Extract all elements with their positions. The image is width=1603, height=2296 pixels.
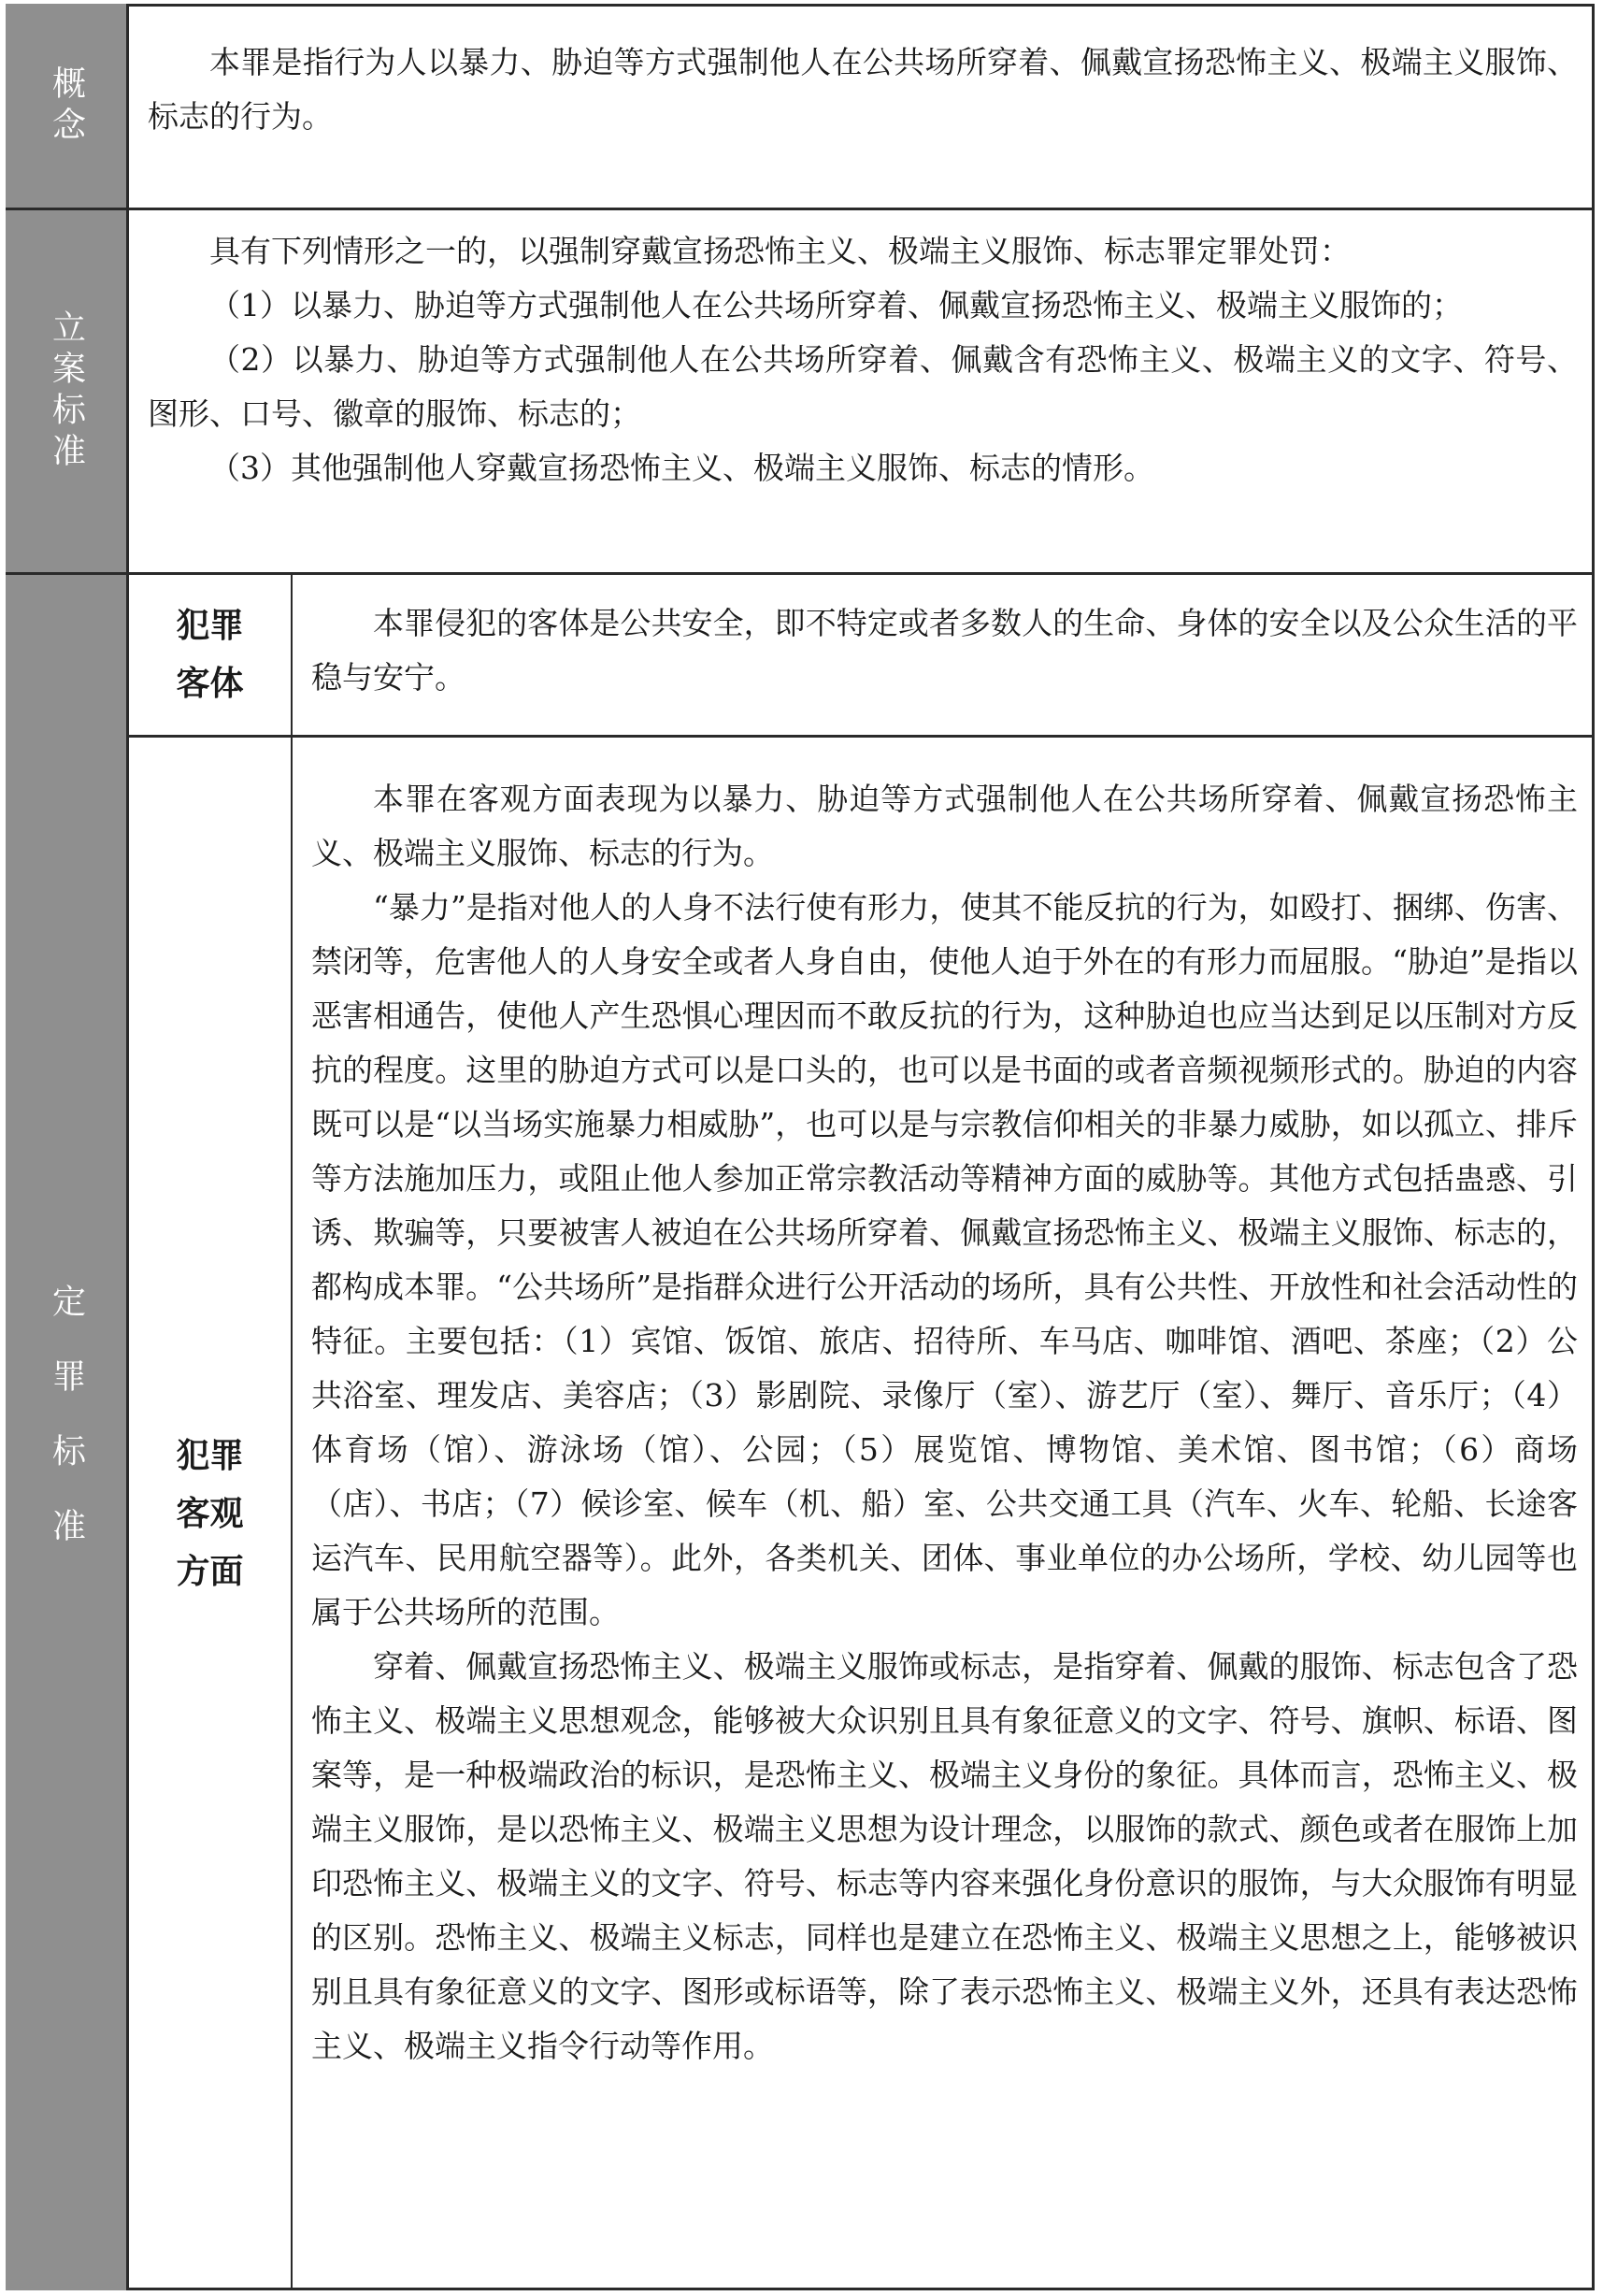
objective-label-line-1: 犯罪 <box>176 1436 244 1475</box>
concept-label-cell <box>6 4 129 209</box>
conviction-label-cell <box>6 575 129 2290</box>
filing-content <box>148 224 1578 495</box>
conviction-label: 定罪标准 <box>47 1283 86 1583</box>
object-label-cell <box>129 575 291 736</box>
object-label-line-2: 客体 <box>176 665 244 703</box>
concept-label: 概念 <box>47 65 86 148</box>
filing-label-cell <box>6 210 129 573</box>
concept-content <box>148 36 1578 144</box>
objective-paragraph-3: 穿着、佩戴宣扬恐怖主义、极端主义服饰或标志，是指穿着、佩戴的服饰、标志包含了恐怖主义、极端主义思想观念，能够被大众识别且具有象征意义的文字、符号、旗帜、标语、图案等，是一种极端政治的标识，是恐怖主义、极端主义身份的象征。具体而言，恐怖主义、极端主义服饰，是以恐怖主义、极端主义思想为设计理念，以服饰的款式、颜色或者在服饰上加印恐怖主义、极端主义的文字、符号、标志等内容来强化身份意识的服饰，与大众服饰有明显的区别。恐怖主义、极端主义标志，同样也是建立在恐怖主义、极端主义思想之上，能够被识别且具有象征意义的文字、图形或标语等，除了表示恐怖主义、极端主义外，还具有表达恐怖主义、极端主义指令行动等作用。 <box>311 1648 1578 2064</box>
filing-item-2: （2）以暴力、胁迫等方式强制他人在公共场所穿着、佩戴含有恐怖主义、极端主义的文字、符号、图形、口号、徽章的服饰、标志的； <box>148 341 1578 432</box>
sub-column-divider <box>291 575 293 2290</box>
concept-text: 本罪是指行为人以暴力、胁迫等方式强制他人在公共场所穿着、佩戴宣扬恐怖主义、极端主义服饰、标志的行为。 <box>148 44 1578 135</box>
filing-label: 立案标准 <box>47 309 86 474</box>
objective-paragraph-2: “暴力”是指对他人的人身不法行使有形力，使其不能反抗的行为，如殴打、捆绑、伤害、禁闭等，危害他人的人身安全或者人身自由，使他人迫于外在的有形力而屈服。“胁迫”是指以恶害相通告，使他人产生恐惧心理因而不敢反抗的行为，这种胁迫也应当达到足以压制对方反抗的程度。这里的胁迫方式可以是口头的，也可以是书面的或者音频视频形式的。胁迫的内容既可以是“以当场实施暴力相威胁”，也可以是与宗教信仰相关的非暴力威胁，如以孤立、排斥等方法施加压力，或阻止他人参加正常宗教活动等精神方面的威胁等。其他方式包括蛊惑、引诱、欺骗等，只要被害人被迫在公共场所穿着、佩戴宣扬恐怖主义、极端主义服饰、标志的，都构成本罪。“公共场所”是指群众进行公开活动的场所，具有公共性、开放性和社会活动性的特征。主要包括：（1）宾馆、饭馆、旅店、招待所、车马店、咖啡馆、酒吧、茶座；（2）公共浴室、理发店、美容店；（3）影剧院、录像厅（室）、游艺厅（室）、舞厅、音乐厅；（4）体育场（馆）、游泳场（馆）、公园；（5）展览馆、博物馆、美术馆、图书馆；（6）商场（店）、书店；（7）候诊室、候车（机、船）室、公共交通工具（汽车、火车、轮船、长途客运汽车、民用航空器等）。此外，各类机关、团体、事业单位的办公场所，学校、幼儿园等也属于公共场所的范围。 <box>311 889 1578 1630</box>
objective-content <box>311 772 1578 2074</box>
objective-label-cell <box>129 738 291 2290</box>
object-text: 本罪侵犯的客体是公共安全，即不特定或者多数人的生命、身体的安全以及公众生活的平稳与安宁。 <box>311 605 1578 696</box>
object-content <box>311 596 1578 705</box>
filing-intro: 具有下列情形之一的，以强制穿戴宣扬恐怖主义、极端主义服饰、标志罪定罪处罚： <box>209 233 1351 269</box>
object-label-line-1: 犯罪 <box>176 607 244 645</box>
filing-item-3: （3）其他强制他人穿戴宣扬恐怖主义、极端主义服饰、标志的情形。 <box>209 450 1154 486</box>
sub-row-divider <box>129 735 1595 738</box>
row-divider <box>6 208 1595 210</box>
objective-label-line-2: 客观 <box>176 1494 244 1533</box>
objective-paragraph-1: 本罪在客观方面表现为以暴力、胁迫等方式强制他人在公共场所穿着、佩戴宣扬恐怖主义、极端主义服饰、标志的行为。 <box>311 781 1578 871</box>
filing-item-1: （1）以暴力、胁迫等方式强制他人在公共场所穿着、佩戴宣扬恐怖主义、极端主义服饰的； <box>209 287 1463 323</box>
objective-label-line-3: 方面 <box>176 1552 244 1591</box>
